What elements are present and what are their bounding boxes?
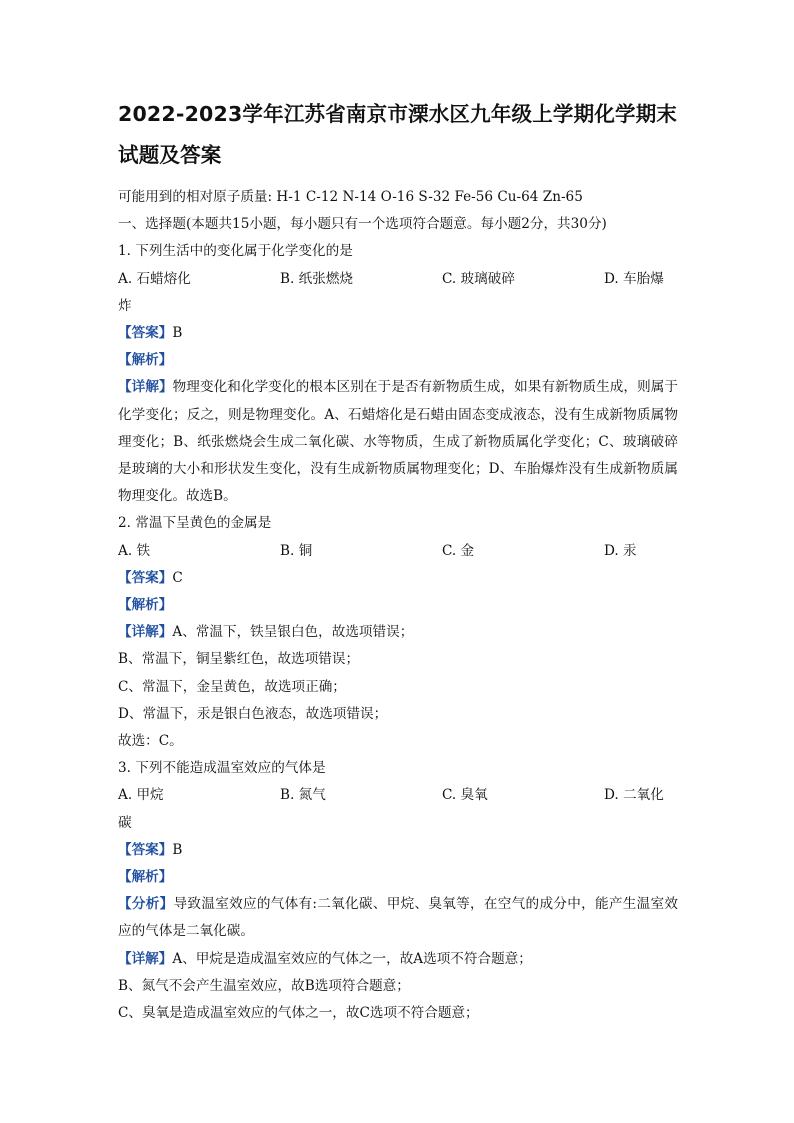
- q1-option-a: A. 石蜡熔化: [118, 270, 191, 287]
- q1-option-c: C. 玻璃破碎: [442, 270, 515, 287]
- detail-label: 【详解】: [118, 950, 173, 967]
- q3-detail-line: B、氮气不会产生温室效应，故B选项符合题意；: [118, 977, 410, 994]
- q3-option-a: A. 甲烷: [118, 787, 164, 804]
- q2-detail-row: [118, 619, 678, 646]
- question-3-stem: 3. 下列不能造成温室效应的气体是: [118, 760, 326, 777]
- q3-option-d: D. 二氧化: [604, 787, 664, 804]
- q1-detail: 物理变化和化学变化的根本区别在于是否有新物质生成，如果有新物质生成，则属于化学变化；反之，则是物理变化。A、石蜡熔化是石蜡由固态变成液态，没有生成新物质属物理变化；B、纸张燃烧会生成二氧化碳、水等物质，生成了新物质属化学变化；C、玻璃破碎是玻璃的大小和形状发生变化，没有生成新物质属物理变化；D、车胎爆炸没有生成新物质属物理变化。故选B。: [118, 379, 678, 505]
- section-heading: 一、选择题(本题共15小题，每小题只有一个选项符合题意。每小题2分，共30分): [118, 216, 607, 233]
- q2-answer-row: [118, 565, 678, 592]
- q3-option-b: B. 氮气: [280, 787, 326, 804]
- q3-option-c: C. 臭氧: [442, 787, 488, 804]
- atomic-masses: 可能用到的相对原子质量: H-1 C-12 N-14 O-16 S-32 Fe-56 Cu-64 Zn-65: [118, 189, 583, 205]
- q1-option-d: D. 车胎爆: [604, 270, 664, 287]
- title-line-1: 2022-2023学年江苏省南京市溧水区九年级上学期化学期末: [118, 102, 678, 126]
- q2-option-c: C. 金: [442, 542, 475, 559]
- q2-analysis-row: [118, 592, 678, 619]
- q3-detail-row: [118, 946, 678, 973]
- answer-label: 【答案】: [118, 841, 173, 858]
- q1-detail-row: [118, 374, 678, 510]
- q1-option-b: B. 纸张燃烧: [280, 270, 354, 287]
- question-3-options: [118, 782, 678, 809]
- q2-detail-line: B、常温下，铜呈紫红色，故选项错误；: [118, 651, 360, 668]
- q2-option-d: D. 汞: [604, 542, 637, 559]
- q2-detail-line: D、常温下，汞是银白色液态，故选项错误；: [118, 705, 388, 722]
- document-page: [118, 94, 678, 1027]
- q2-detail-line: C、常温下，金呈黄色，故选项正确；: [118, 678, 346, 695]
- question-1-options: [118, 266, 678, 293]
- q3-detail-line: C、臭氧是造成温室效应的气体之一，故C选项不符合题意；: [118, 1005, 479, 1022]
- q2-option-b: B. 铜: [280, 542, 313, 559]
- question-2-options: [118, 538, 678, 565]
- q3-option-d-overflow: 碳: [118, 814, 132, 831]
- q2-answer: C: [172, 569, 183, 586]
- question-2-stem: 2. 常温下呈黄色的金属是: [118, 515, 272, 532]
- q3-answer: B: [172, 841, 183, 858]
- q3-fenxi-row: [118, 891, 678, 945]
- analysis-label: 【解析】: [118, 352, 173, 369]
- q3-answer-row: [118, 837, 678, 864]
- q2-conclusion: 故选：C。: [118, 733, 183, 750]
- q3-detail: A、甲烷是造成温室效应的气体之一，故A选项不符合题意；: [172, 950, 532, 967]
- answer-label: 【答案】: [118, 569, 173, 586]
- q1-answer-row: [118, 320, 678, 347]
- detail-label: 【详解】: [118, 379, 173, 396]
- q3-analysis-row: [118, 864, 678, 891]
- question-1-stem: 1. 下列生活中的变化属于化学变化的是: [118, 243, 353, 260]
- document-title: [118, 94, 678, 176]
- q3-fenxi: 导致温室效应的气体有:二氧化碳、甲烷、臭氧等，在空气的成分中，能产生温室效应的气体是二氧化碳。: [118, 896, 679, 940]
- analysis-label: 【解析】: [118, 597, 173, 614]
- title-line-2: 试题及答案: [118, 143, 222, 167]
- q2-option-a: A. 铁: [118, 542, 151, 559]
- analysis-label: 【解析】: [118, 869, 173, 886]
- q1-answer: B: [172, 325, 183, 342]
- q1-option-d-overflow: 炸: [118, 297, 132, 314]
- answer-label: 【答案】: [118, 325, 173, 342]
- q1-analysis-row: [118, 347, 678, 374]
- detail-label: 【详解】: [118, 624, 173, 641]
- q2-detail: A、常温下，铁呈银白色，故选项错误；: [172, 624, 414, 641]
- fenxi-label: 【分析】: [118, 896, 174, 913]
